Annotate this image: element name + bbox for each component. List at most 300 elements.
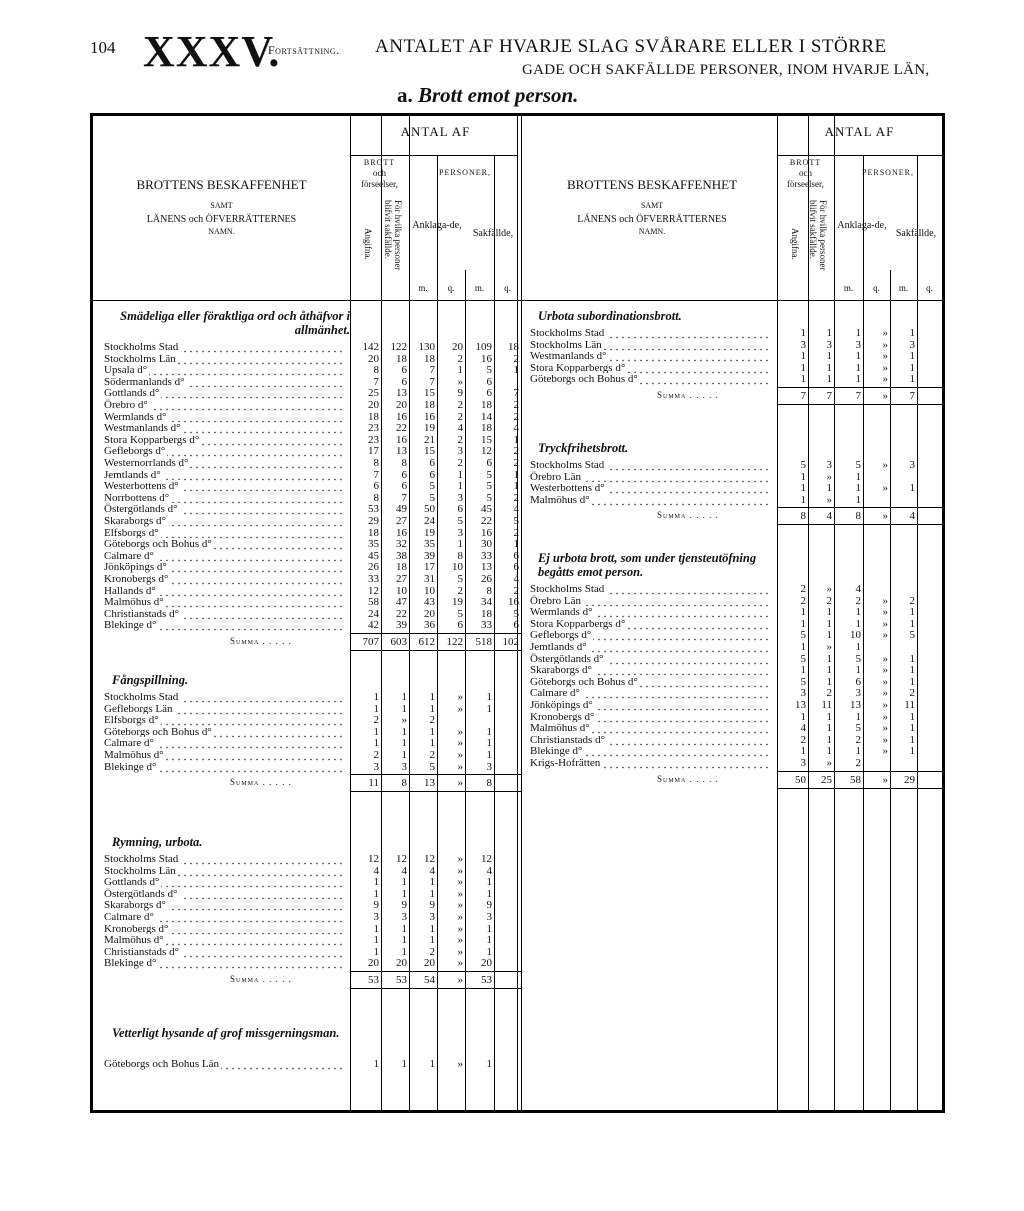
cell-value: 1: [909, 350, 915, 363]
region-label: [104, 376, 344, 388]
sum-value: 8: [486, 777, 492, 790]
region-label: [104, 422, 344, 434]
cell-value: 18: [481, 607, 492, 620]
region-label: [104, 934, 344, 946]
cell-value: »: [457, 691, 463, 703]
cell-value: »: [457, 853, 463, 865]
region-label: [104, 411, 344, 423]
region-name: Elfsborgs d°: [104, 714, 159, 727]
region-name: Malmöhus d°: [104, 749, 164, 761]
region-label: [104, 853, 344, 865]
region-name: Östergötlands d°: [104, 887, 178, 900]
cell-value: 6: [429, 468, 435, 481]
cell-value: 4: [513, 503, 519, 516]
cell-value: 2: [800, 594, 806, 607]
region-label: [530, 734, 771, 746]
sum-value: 53: [368, 974, 379, 986]
cell-value: »: [457, 887, 463, 900]
cell-value: 2: [429, 945, 435, 958]
sakfallde-heading: Sakfällde,: [472, 228, 514, 239]
region-label: [104, 946, 344, 958]
region-name: Göteborgs och Bohus d°: [530, 373, 638, 386]
cell-value: 5: [909, 629, 915, 642]
region-label: [104, 737, 344, 749]
cell-value: »: [882, 617, 888, 630]
antal-af-heading: ANTAL AF: [400, 124, 471, 139]
row-rule: [777, 155, 945, 156]
cell-value: 5: [800, 629, 806, 642]
cell-value: »: [457, 934, 463, 947]
cell-value: 22: [481, 515, 492, 527]
cell-value: 1: [855, 745, 861, 758]
cell-value: »: [826, 470, 832, 483]
region-label: [104, 1058, 344, 1070]
region-label: [104, 527, 344, 539]
cell-value: 1: [855, 710, 861, 723]
region-name: Malmöhus d°: [530, 493, 590, 506]
cell-value: 1: [401, 934, 407, 947]
cell-value: 18: [481, 422, 492, 435]
cell-value: 1: [429, 691, 435, 703]
region-label: [530, 583, 771, 595]
region-name: Malmöhus d°: [530, 722, 590, 735]
cell-value: 2: [513, 352, 519, 365]
cell-value: 7: [429, 375, 435, 388]
cell-value: 1: [855, 350, 861, 363]
sum-value: 7: [855, 390, 861, 402]
region-name: Stockholms Län: [104, 352, 176, 365]
sum-value: »: [457, 777, 463, 790]
section-title: Tryckfrihetsbrott.: [538, 441, 629, 455]
cell-value: 1: [909, 606, 915, 619]
row-rule: [777, 387, 942, 388]
region-name: Skaraborgs d°: [104, 899, 166, 912]
cell-value: 1: [909, 652, 915, 665]
cell-value: 1: [513, 468, 519, 481]
region-label: [530, 641, 771, 653]
cell-value: 23: [368, 422, 379, 435]
samt-heading: SAMT: [640, 201, 664, 210]
cell-value: 1: [401, 725, 407, 738]
cell-value: 5: [457, 607, 463, 620]
cell-value: 1: [909, 664, 915, 677]
cell-value: 1: [429, 887, 435, 900]
cell-value: 5: [855, 652, 861, 665]
sum-value: »: [882, 390, 888, 402]
region-name: Stockholms Stad: [530, 583, 605, 595]
cell-value: 5: [486, 468, 492, 481]
brott-heading: BROTT: [789, 158, 822, 167]
cell-value: 13: [481, 561, 492, 574]
angifna-heading: Angifna.: [363, 228, 373, 260]
cell-value: »: [882, 459, 888, 471]
cell-value: 1: [855, 327, 861, 339]
region-name: Göteborgs och Bohus d°: [104, 538, 212, 551]
cell-value: 1: [826, 327, 832, 339]
sum-value: 7: [826, 390, 832, 402]
cell-value: »: [826, 757, 832, 769]
cell-value: 27: [396, 515, 407, 527]
row-rule: [350, 633, 521, 634]
summa-label: Summa . . . . .: [230, 636, 292, 646]
region-name: Gottlands d°: [104, 387, 160, 400]
region-label: [530, 327, 771, 339]
region-label: [104, 480, 344, 492]
sum-value: 4: [826, 510, 832, 523]
unit-m-heading: m.: [843, 283, 854, 293]
cell-value: 12: [481, 445, 492, 458]
row-rule: [93, 300, 945, 301]
cell-value: 2: [826, 687, 832, 700]
row-rule: [777, 524, 942, 525]
cell-value: 1: [855, 664, 861, 677]
cell-value: »: [457, 945, 463, 958]
cell-value: 1: [909, 722, 915, 735]
cell-value: »: [882, 606, 888, 619]
cell-value: 5: [800, 652, 806, 665]
cell-value: 6: [486, 457, 492, 469]
cell-value: 7: [373, 468, 379, 481]
anklagade-heading: Anklaga-de,: [837, 220, 887, 231]
cell-value: 6: [429, 457, 435, 469]
cell-value: 1: [373, 945, 379, 958]
cell-value: »: [401, 714, 407, 727]
cell-value: 1: [373, 702, 379, 715]
cell-value: 2: [855, 733, 861, 746]
cell-value: 1: [486, 922, 492, 935]
cell-value: 1: [457, 480, 463, 493]
cell-value: 2: [909, 594, 915, 607]
cell-value: 53: [368, 503, 379, 516]
section-title: Smädeliga eller föraktliga ord och åthäfvor i allmänhet.: [120, 309, 350, 337]
brott-heading: BROTT: [363, 158, 396, 167]
cell-value: »: [457, 725, 463, 738]
cell-value: 1: [373, 876, 379, 889]
cell-value: 6: [513, 549, 519, 562]
cell-value: 1: [855, 373, 861, 386]
cell-value: »: [882, 733, 888, 746]
cell-value: 18: [368, 526, 379, 539]
row-rule: [350, 774, 521, 775]
region-label: [104, 726, 344, 738]
cell-value: »: [882, 687, 888, 700]
cell-value: 2: [826, 594, 832, 607]
region-name: Jönköpings d°: [104, 561, 167, 574]
summa-label: Summa . . . . .: [230, 777, 292, 788]
row-rule: [350, 971, 521, 972]
sum-value: 4: [909, 510, 915, 523]
region-name: Stockholms Stad: [104, 853, 179, 865]
cell-value: 10: [396, 584, 407, 597]
region-label: [104, 691, 344, 703]
region-label: [104, 585, 344, 597]
cell-value: 13: [396, 445, 407, 458]
cell-value: 1: [401, 887, 407, 900]
cell-value: »: [826, 583, 832, 595]
cell-value: 12: [368, 853, 379, 865]
cell-value: 5: [855, 459, 861, 471]
region-name: Westmanlands d°: [104, 422, 181, 435]
cell-value: 4: [513, 422, 519, 435]
cell-value: 3: [401, 760, 407, 773]
cell-value: 4: [800, 722, 806, 735]
cell-value: 1: [909, 710, 915, 723]
cell-value: 24: [424, 515, 435, 527]
angifna-heading: Angifna.: [790, 228, 800, 260]
region-name: Blekinge d°: [104, 619, 157, 632]
cell-value: 9: [401, 899, 407, 912]
continuation-label: Fortsättning.: [268, 43, 340, 57]
cell-value: 9: [457, 387, 463, 400]
cell-value: 3: [800, 338, 806, 351]
cell-value: »: [882, 338, 888, 351]
unit-m-heading: m.: [418, 283, 428, 293]
cell-value: 58: [368, 596, 379, 609]
region-name: Stora Kopparbergs d°: [530, 617, 626, 630]
cell-value: 18: [424, 352, 435, 365]
cell-value: 35: [368, 538, 379, 551]
region-name: Blekinge d°: [104, 957, 157, 970]
cell-value: »: [457, 749, 463, 761]
region-label: [104, 714, 344, 726]
column-rule: [521, 116, 522, 1110]
cell-value: 26: [368, 561, 379, 574]
cell-value: 5: [800, 675, 806, 688]
cell-value: 1: [373, 691, 379, 703]
cell-value: 109: [475, 341, 492, 353]
cell-value: 1: [826, 664, 832, 677]
cell-value: 1: [826, 606, 832, 619]
cell-value: 42: [368, 619, 379, 632]
region-name: Skaraborgs d°: [104, 515, 166, 527]
region-label: [104, 353, 344, 365]
cell-value: »: [882, 675, 888, 688]
cell-value: 21: [424, 433, 435, 446]
cell-value: 122: [390, 341, 407, 353]
cell-value: »: [826, 641, 832, 653]
cell-value: 5: [457, 515, 463, 527]
region-name: Jönköpings d°: [530, 699, 593, 711]
cell-value: 7: [429, 364, 435, 377]
sum-value: 8: [401, 777, 407, 790]
cell-value: 18: [396, 352, 407, 365]
sum-value: 13: [424, 777, 435, 790]
cell-value: 3: [457, 526, 463, 539]
cell-value: 20: [424, 607, 435, 620]
cell-value: 4: [373, 864, 379, 877]
region-name: Jemtlands d°: [530, 641, 587, 653]
region-name: Norrbottens d°: [104, 491, 170, 504]
region-label: [104, 888, 344, 900]
region-name: Calmare d°: [104, 549, 154, 562]
cell-value: »: [457, 899, 463, 912]
cell-value: 13: [850, 699, 861, 711]
cell-value: 19: [424, 526, 435, 539]
summa-label: Summa . . . . .: [230, 974, 292, 984]
cell-value: »: [457, 375, 463, 388]
section-title: Ej urbota brott, som under tjenstеutöfning begåtts emot person.: [538, 551, 757, 579]
cell-value: 1: [826, 710, 832, 723]
cell-value: 1: [800, 493, 806, 506]
region-label: [530, 471, 771, 483]
cell-value: 2: [513, 457, 519, 469]
region-name: Göteborgs och Bohus d°: [530, 675, 638, 688]
cell-value: 1: [486, 702, 492, 715]
row-rule: [350, 650, 521, 651]
cell-value: 6: [401, 364, 407, 377]
cell-value: 33: [481, 549, 492, 562]
region-label: [530, 711, 771, 723]
for-hvilka-heading: För hvilka personer: [818, 200, 828, 271]
cell-value: 1: [800, 745, 806, 758]
table-number: XXXV.: [143, 27, 281, 76]
cell-value: 16: [396, 433, 407, 446]
cell-value: 6: [401, 375, 407, 388]
region-label: [530, 494, 771, 506]
blifvit-heading: blifvit sakfällde.: [808, 200, 818, 259]
subtitle-text: Brott emot person.: [418, 83, 579, 107]
cell-value: 4: [486, 864, 492, 877]
row-rule: [777, 788, 942, 789]
cell-value: 142: [362, 341, 379, 353]
cell-value: 2: [513, 399, 519, 411]
region-name: Östergötlands d°: [104, 503, 178, 516]
lanens-heading: LÄNENS och ÖFVERRÄTTERNES: [146, 214, 297, 225]
cell-value: 7: [401, 491, 407, 504]
subtitle: [397, 83, 578, 108]
cell-value: 1: [826, 745, 832, 758]
region-name: Westerbottens d°: [104, 480, 179, 493]
row-rule: [350, 988, 521, 989]
cell-value: 6: [457, 503, 463, 516]
sum-value: 54: [424, 974, 435, 986]
region-name: Calmare d°: [530, 687, 580, 700]
cell-value: 49: [396, 503, 407, 516]
cell-value: 16: [396, 526, 407, 539]
cell-value: 3: [486, 911, 492, 923]
cell-value: 18: [368, 410, 379, 423]
cell-value: 4: [855, 583, 861, 595]
cell-value: »: [457, 922, 463, 935]
unit-m-heading: m.: [898, 283, 909, 293]
cell-value: 1: [909, 675, 915, 688]
region-name: Blekinge d°: [530, 745, 583, 758]
page-header: [0, 0, 1024, 115]
cell-value: 6: [401, 480, 407, 493]
cell-value: 1: [826, 617, 832, 630]
cell-value: »: [882, 722, 888, 735]
region-label: [530, 699, 771, 711]
cell-value: 1: [429, 737, 435, 750]
cell-value: 10: [424, 584, 435, 597]
region-label: [530, 350, 771, 362]
cell-value: 9: [429, 899, 435, 912]
region-label: [104, 957, 344, 969]
cell-value: 1: [401, 737, 407, 750]
cell-value: »: [882, 350, 888, 363]
region-label: [104, 596, 344, 608]
cell-value: 16: [396, 410, 407, 423]
cell-value: 50: [424, 503, 435, 516]
region-label: [104, 457, 344, 469]
personer-heading: PERSONER,: [862, 168, 914, 177]
brottens-heading: BROTTENS BESKAFFENHET: [566, 177, 738, 192]
cell-value: »: [882, 361, 888, 374]
cell-value: 1: [855, 482, 861, 495]
cell-value: 5: [486, 491, 492, 504]
cell-value: 2: [429, 749, 435, 761]
cell-value: 1: [429, 1058, 435, 1070]
subtitle-prefix: a.: [397, 83, 413, 107]
cell-value: 2: [457, 457, 463, 469]
region-name: Göteborgs och Bohus d°: [104, 725, 212, 738]
sum-value: 25: [821, 773, 832, 786]
blifvit-heading: blifvit sakfällde.: [383, 200, 393, 259]
cell-value: 18: [508, 341, 519, 353]
cell-value: 5: [800, 459, 806, 471]
unit-q-heading: q.: [926, 283, 933, 293]
section-title: Fångspillning.: [112, 673, 189, 687]
region-label: [104, 608, 344, 620]
cell-value: 1: [486, 1058, 492, 1070]
cell-value: 6: [457, 619, 463, 632]
cell-value: 45: [481, 503, 492, 516]
cell-value: 8: [457, 549, 463, 562]
region-name: Kronobergs d°: [530, 710, 595, 723]
cell-value: 20: [424, 957, 435, 970]
cell-value: 1: [800, 327, 806, 339]
cell-value: 1: [486, 887, 492, 900]
cell-value: 15: [424, 445, 435, 458]
cell-value: 1: [373, 725, 379, 738]
cell-value: 1: [401, 749, 407, 761]
cell-value: 10: [452, 561, 463, 574]
cell-value: 14: [481, 410, 492, 423]
column-rule: [381, 116, 382, 1110]
cell-value: 18: [396, 561, 407, 574]
cell-value: 1: [457, 468, 463, 481]
region-name: Christianstads d°: [104, 945, 179, 958]
region-name: Östergötlands d°: [530, 652, 604, 665]
section-title: Urbota subordinationsbrott.: [538, 309, 682, 323]
region-name: Krigs-Hofrätten: [530, 757, 601, 769]
row-rule: [350, 155, 517, 156]
row-rule: [777, 507, 942, 508]
region-name: Christianstads d°: [530, 733, 605, 746]
cell-value: »: [882, 745, 888, 758]
cell-value: 1: [401, 922, 407, 935]
cell-value: 1: [429, 922, 435, 935]
cell-value: 3: [826, 459, 832, 471]
cell-value: 15: [481, 433, 492, 446]
cell-value: 47: [396, 596, 407, 609]
cell-value: 3: [429, 911, 435, 923]
cell-value: 5: [486, 480, 492, 493]
cell-value: 30: [481, 538, 492, 551]
cell-value: 20: [396, 399, 407, 411]
cell-value: »: [457, 702, 463, 715]
cell-value: »: [882, 327, 888, 339]
region-label: [104, 341, 344, 353]
region-label: [530, 362, 771, 374]
cell-value: 2: [457, 352, 463, 365]
cell-value: 1: [855, 641, 861, 653]
region-label: [104, 899, 344, 911]
cell-value: 9: [486, 899, 492, 912]
title-line-2: GADE OCH SAKFÄLLDE PERSONER, INOM HVARJE LÄN,: [522, 62, 930, 78]
cell-value: 1: [909, 617, 915, 630]
cell-value: 12: [368, 584, 379, 597]
